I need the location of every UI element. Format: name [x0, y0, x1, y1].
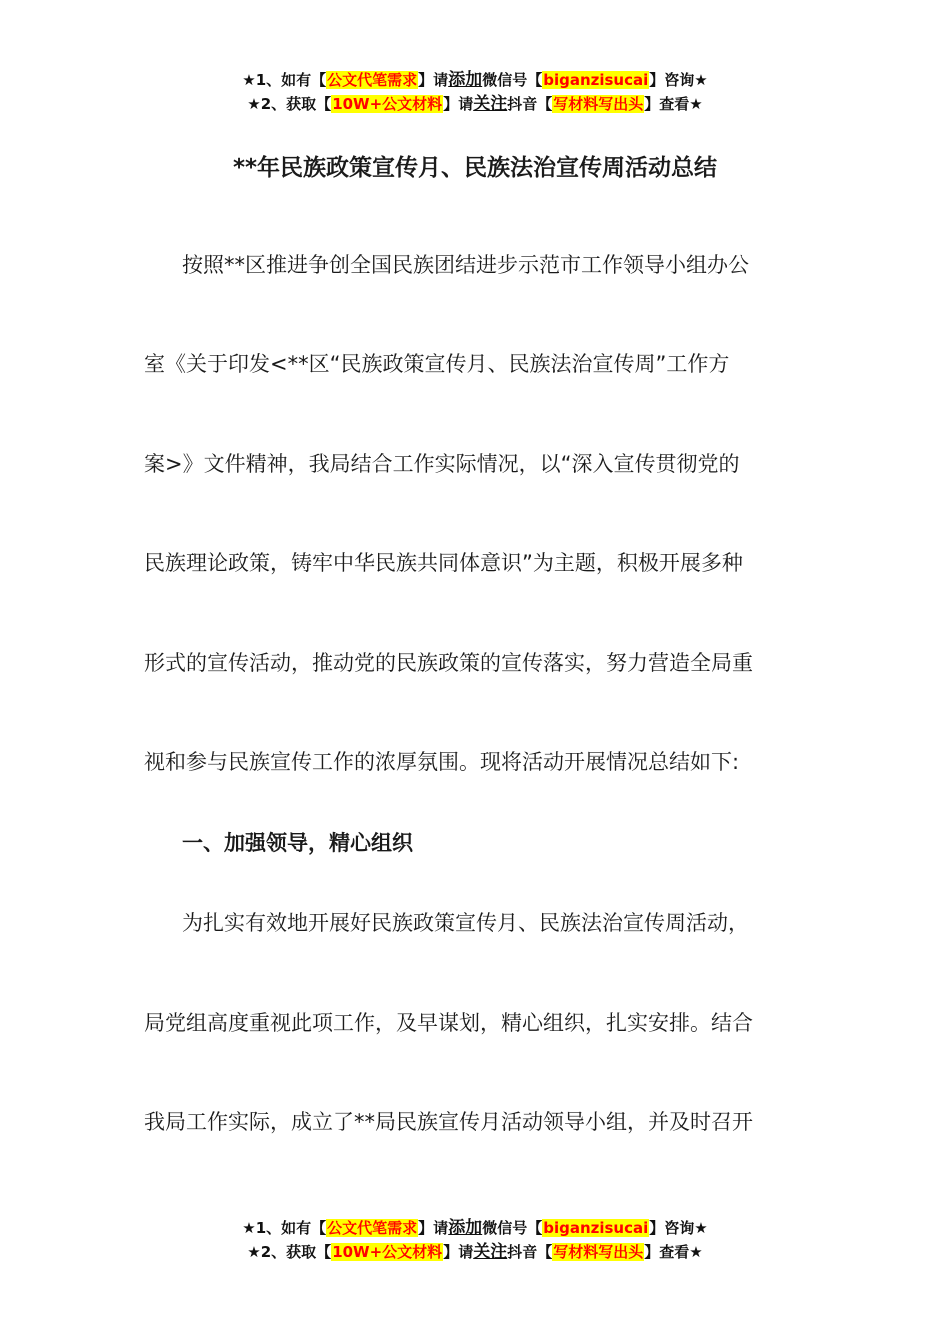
banner-emphasis: 关注	[473, 94, 508, 114]
footer-banner	[0, 1216, 950, 1264]
banner-emphasis: 添加	[448, 70, 483, 90]
banner-text: 】请	[443, 95, 474, 113]
banner-text: ★1、如有【	[242, 1219, 327, 1237]
banner-emphasis: 添加	[448, 1218, 483, 1238]
paragraph-line: 室《关于印发<**区“民族政策宣传月、民族法治宣传周”工作方	[144, 352, 730, 376]
banner-highlight: biganzisucai	[543, 71, 649, 89]
paragraph-line: 形式的宣传活动，推动党的民族政策的宣传落实，努力营造全局重	[144, 651, 753, 675]
paragraph-line: 为扎实有效地开展好民族政策宣传月、民族法治宣传周活动，	[182, 911, 749, 935]
banner-line-1	[0, 68, 950, 92]
banner-text: ★2、获取【	[247, 1243, 332, 1261]
paragraph-line: 局党组高度重视此项工作，及早谋划，精心组织，扎实安排。结合	[144, 1011, 753, 1035]
banner-highlight: 公文代笔需求	[327, 1219, 418, 1237]
banner-highlight: 写材料写出头	[553, 95, 644, 113]
banner-highlight: 10W+公文材料	[332, 95, 443, 113]
banner-highlight: 公文代笔需求	[327, 71, 418, 89]
banner-text: 】查看★	[644, 1243, 703, 1261]
banner-text: 】请	[418, 71, 449, 89]
paragraph-line: 案>》文件精神，我局结合工作实际情况，以“深入宣传贯彻党的	[144, 452, 740, 476]
banner-text: 微信号【	[482, 1219, 543, 1237]
banner-text: 】请	[418, 1219, 449, 1237]
banner-line-2	[0, 1240, 950, 1264]
section-heading: 一、加强领导，精心组织	[182, 831, 413, 855]
banner-text: ★1、如有【	[242, 71, 327, 89]
banner-text: 】咨询★	[649, 1219, 708, 1237]
banner-text: 】请	[443, 1243, 474, 1261]
banner-highlight: 写材料写出头	[553, 1243, 644, 1261]
paragraph-line: 民族理论政策，铸牢中华民族共同体意识”为主题，积极开展多种	[144, 551, 743, 575]
banner-text: 】咨询★	[649, 71, 708, 89]
banner-text: 微信号【	[482, 71, 543, 89]
paragraph-line: 视和参与民族宣传工作的浓厚氛围。现将活动开展情况总结如下:	[144, 750, 740, 774]
paragraph-line: 按照**区推进争创全国民族团结进步示范市工作领导小组办公	[182, 253, 749, 277]
document-title: **年民族政策宣传月、民族法治宣传周活动总结	[232, 155, 718, 181]
banner-text: 】查看★	[644, 95, 703, 113]
paragraph-line: 我局工作实际，成立了**局民族宣传月活动领导小组，并及时召开	[144, 1110, 753, 1134]
banner-highlight: biganzisucai	[543, 1219, 649, 1237]
banner-text: ★2、获取【	[247, 95, 332, 113]
banner-line-2	[0, 92, 950, 116]
banner-text: 抖音【	[507, 95, 553, 113]
header-banner	[0, 68, 950, 116]
banner-text: 抖音【	[507, 1243, 553, 1261]
banner-line-1	[0, 1216, 950, 1240]
banner-emphasis: 关注	[473, 1242, 508, 1262]
banner-highlight: 10W+公文材料	[332, 1243, 443, 1261]
